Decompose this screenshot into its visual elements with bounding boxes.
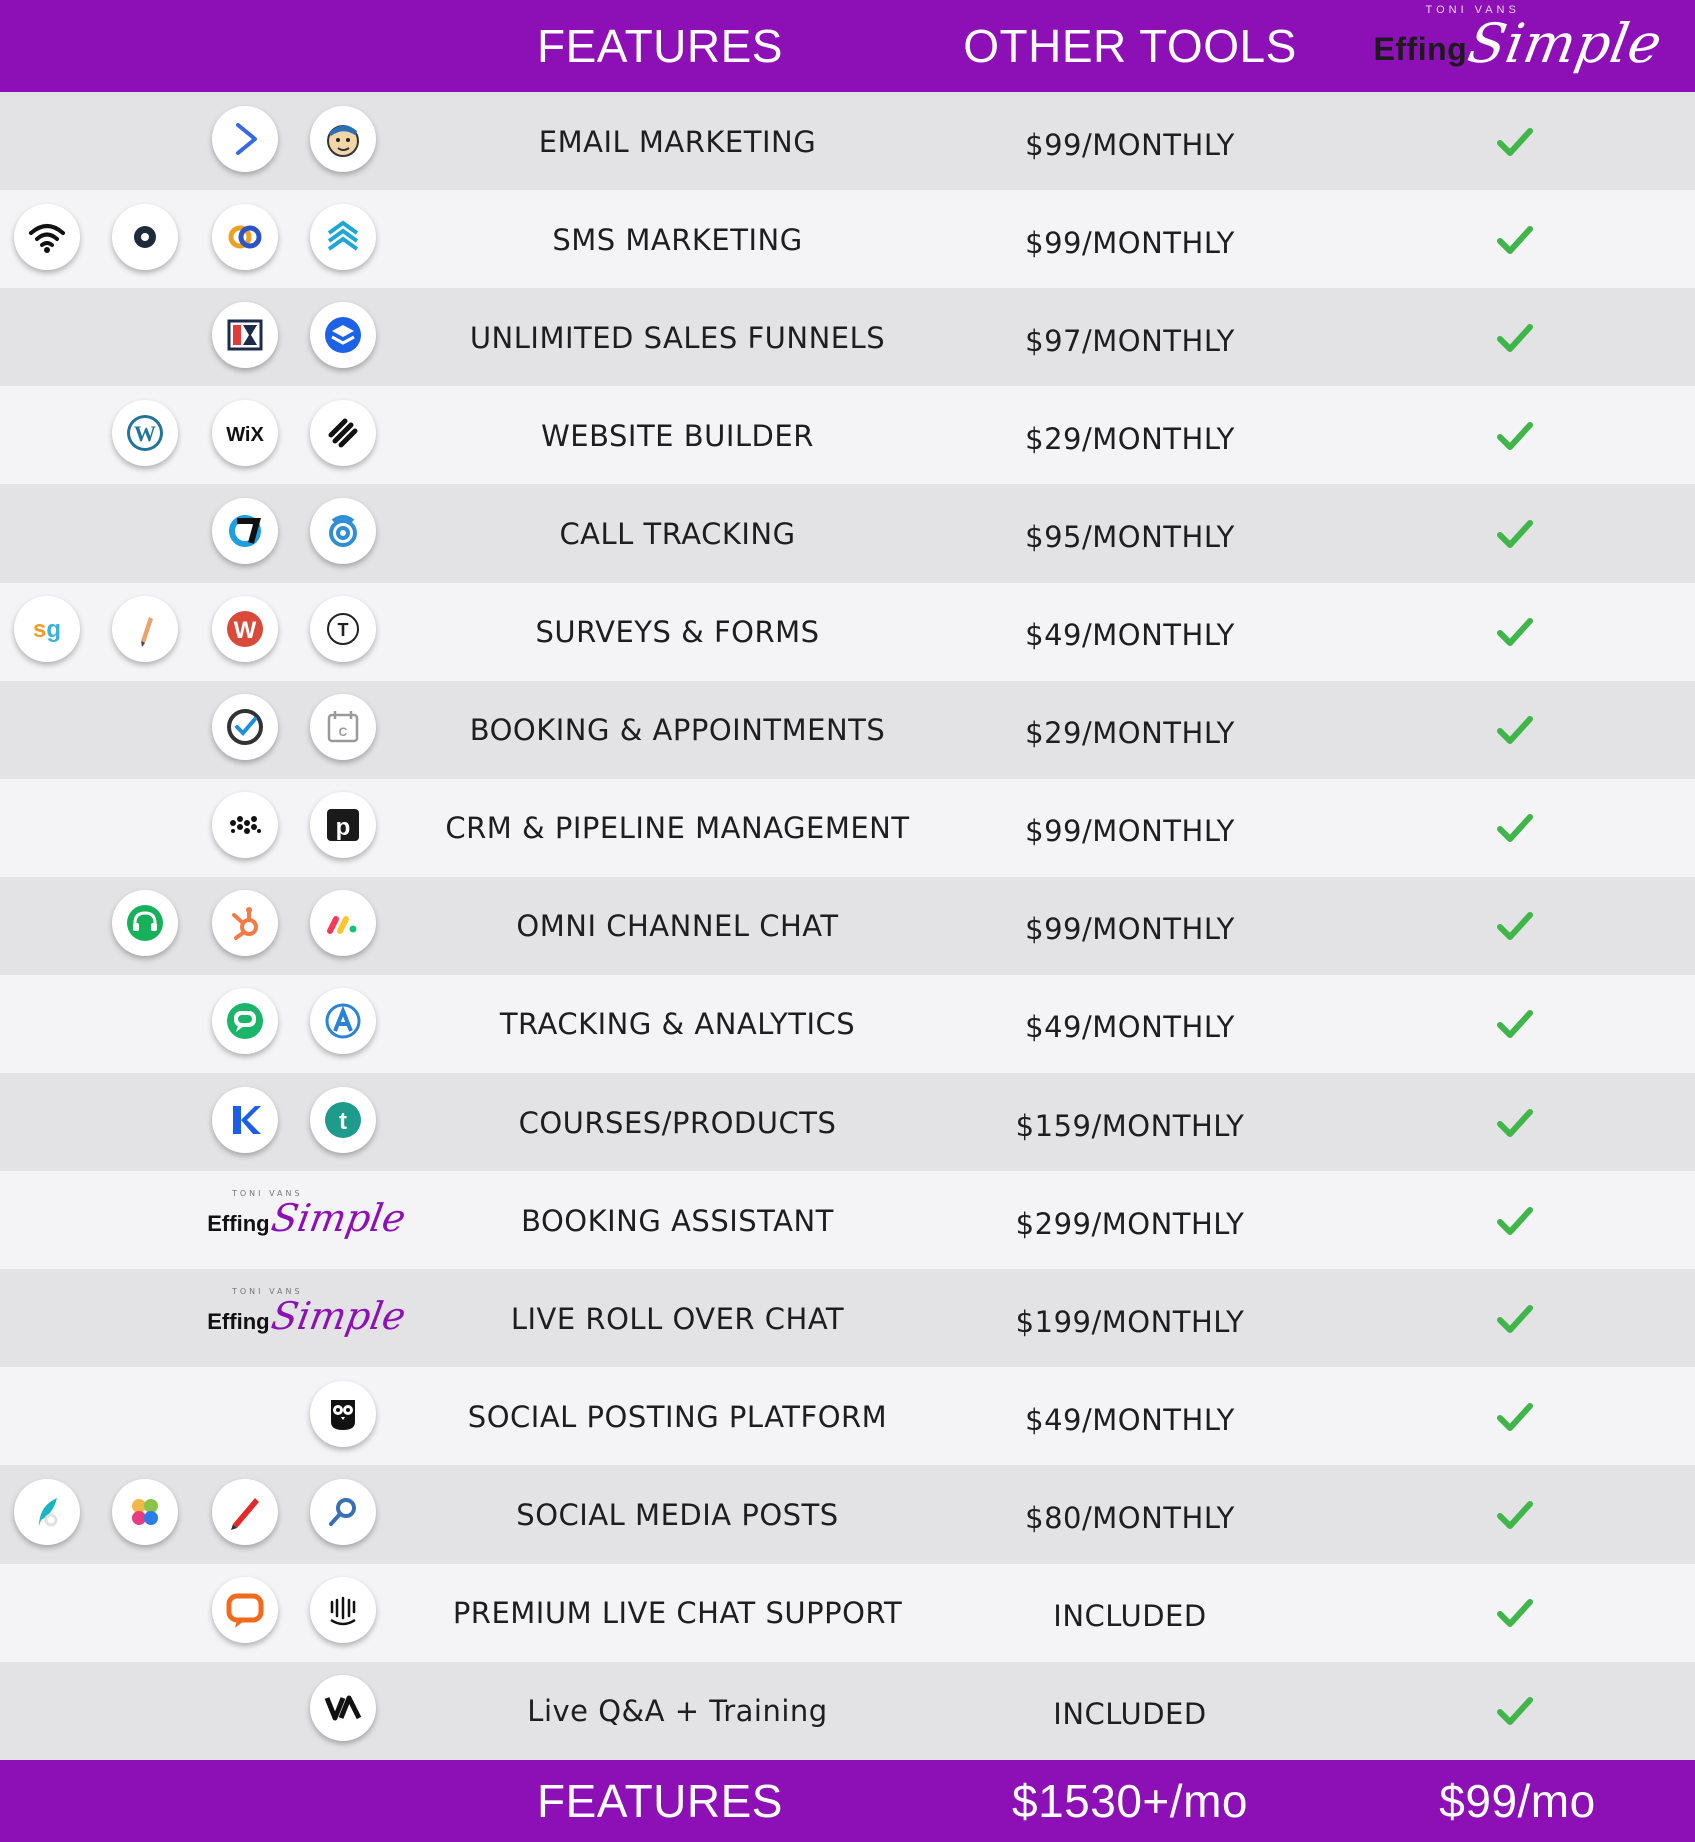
table-row: [0, 1073, 1695, 1172]
header-bar: [0, 0, 1695, 92]
formstack-icon: [112, 596, 178, 662]
other-tools-price: $99/MONTHLY: [1025, 127, 1235, 162]
checkmark-circle-icon: [212, 694, 278, 760]
table-row: [0, 190, 1695, 289]
tool-icons: [0, 1465, 390, 1564]
checkmark-icon: [1485, 190, 1545, 289]
checkmark-icon: [1485, 1269, 1545, 1368]
feature-label: WEBSITE BUILDER: [541, 418, 814, 453]
wix-icon: [212, 400, 278, 466]
wordpress-icon: [112, 400, 178, 466]
tool-icons: [0, 190, 390, 289]
brand-small-text: TONI VANS: [232, 1188, 303, 1198]
brand-small-text: TONI VANS: [232, 1286, 303, 1296]
table-row: [0, 975, 1695, 1074]
table-row: [0, 92, 1695, 191]
mailchimp-icon: [310, 106, 376, 172]
tool-icons: [0, 583, 390, 682]
header-other-tools-label: OTHER TOOLS: [963, 20, 1297, 72]
feature-label: SOCIAL MEDIA POSTS: [516, 1497, 839, 1532]
svg-text:W: W: [134, 420, 156, 446]
table-row: [0, 1367, 1695, 1466]
checkmark-icon: [1485, 877, 1545, 976]
checkmark-icon: [1485, 779, 1545, 878]
checkmark-icon: [1485, 288, 1545, 387]
footer-brand-total: $99/mo: [1439, 1775, 1596, 1827]
pipedrive-icon: [310, 792, 376, 858]
table-row: [0, 583, 1695, 682]
feature-label: COURSES/PRODUCTS: [518, 1105, 837, 1140]
table-row: [0, 779, 1695, 878]
feature-label: CRM & PIPELINE MANAGEMENT: [445, 811, 910, 846]
feather-icon: [14, 1479, 80, 1545]
checkmark-icon: [1485, 484, 1545, 583]
teachable-icon: [310, 1087, 376, 1153]
petals-icon: [112, 1479, 178, 1545]
table-row: [0, 386, 1695, 485]
feature-label: TRACKING & ANALYTICS: [499, 1007, 856, 1042]
intercom-icon: [310, 1577, 376, 1643]
other-tools-price: $97/MONTHLY: [1025, 323, 1235, 358]
dots-grid-icon: [212, 792, 278, 858]
header-brand-logo: [1340, 0, 1695, 92]
brand-word-simple: Simple: [1463, 11, 1668, 75]
other-tools-price: $159/MONTHLY: [1015, 1108, 1245, 1143]
checkmark-icon: [1485, 1465, 1545, 1564]
livechat-icon: [212, 1577, 278, 1643]
checkmark-icon: [1485, 92, 1545, 191]
tool-icons: [0, 779, 390, 878]
other-tools-price: $95/MONTHLY: [1025, 519, 1235, 554]
svg-text:C: C: [338, 725, 348, 740]
checkmark-icon: [1485, 681, 1545, 780]
chat-bubble-icon: [212, 988, 278, 1054]
table-row: [0, 288, 1695, 387]
checkmark-icon: [1485, 583, 1545, 682]
tool-icons: [0, 288, 390, 387]
surveygizmo-icon: [14, 596, 80, 662]
feature-label: UNLIMITED SALES FUNNELS: [469, 320, 886, 355]
other-tools-price: INCLUDED: [1053, 1697, 1207, 1732]
brand-word-effing: Effing: [207, 1308, 270, 1334]
footer-bar: [0, 1760, 1695, 1842]
brand-small-text: TONI VANS: [1425, 4, 1520, 16]
table-row: [0, 484, 1695, 583]
search-badge-icon: [310, 1479, 376, 1545]
headset-icon: [112, 890, 178, 956]
pen-nib-icon: [212, 1479, 278, 1545]
other-tools-price: $99/MONTHLY: [1025, 814, 1235, 849]
checkmark-icon: [1485, 1564, 1545, 1663]
header-features-label: FEATURES: [537, 20, 783, 72]
feature-label: OMNI CHANNEL CHAT: [516, 909, 839, 944]
calendar-icon: [310, 694, 376, 760]
brand-word-simple: Simple: [267, 1293, 409, 1338]
loop-icon: [212, 204, 278, 270]
tool-icons: [0, 1367, 390, 1466]
checkmark-icon: [1485, 1073, 1545, 1172]
svg-text:W: W: [233, 617, 257, 645]
table-row: [0, 1564, 1695, 1663]
other-tools-price: $99/MONTHLY: [1025, 225, 1235, 260]
checkmark-icon: [1485, 386, 1545, 485]
other-tools-price: $299/MONTHLY: [1015, 1206, 1245, 1241]
clickfunnels-icon: [212, 302, 278, 368]
other-tools-price: $80/MONTHLY: [1025, 1500, 1235, 1535]
checkmark-icon: [1485, 1171, 1545, 1270]
feature-label: SMS MARKETING: [552, 222, 803, 257]
brand-word-simple: Simple: [267, 1195, 409, 1240]
feature-label: SOCIAL POSTING PLATFORM: [467, 1399, 888, 1434]
tool-icons: [0, 1564, 390, 1663]
va-icon: [310, 1675, 376, 1741]
footer-other-total: $1530+/mo: [1012, 1775, 1248, 1827]
feature-label: EMAIL MARKETING: [538, 124, 817, 159]
svg-text:t: t: [339, 1107, 347, 1135]
tool-icons: [0, 386, 390, 485]
checkmark-icon: [1485, 1367, 1545, 1466]
other-tools-price: $29/MONTHLY: [1025, 716, 1235, 751]
monday-icon: [310, 890, 376, 956]
other-tools-price: $49/MONTHLY: [1025, 1402, 1235, 1437]
effing-simple-logo: [207, 1285, 409, 1353]
activecampaign-icon: [212, 106, 278, 172]
comparison-table: [0, 92, 1695, 1760]
table-row: [0, 1662, 1695, 1761]
brand-word-effing: Effing: [1373, 30, 1468, 67]
tool-icons: [0, 877, 390, 976]
hootsuite-icon: [310, 1381, 376, 1447]
table-row: [0, 1171, 1695, 1270]
table-row: [0, 681, 1695, 780]
table-row: [0, 1465, 1695, 1564]
table-row: [0, 1269, 1695, 1368]
svg-text:p: p: [335, 814, 351, 842]
feature-label: BOOKING & APPOINTMENTS: [469, 713, 886, 748]
tool-icons: [0, 975, 390, 1074]
checkmark-icon: [1485, 1662, 1545, 1761]
svg-text:T: T: [337, 620, 349, 641]
tool-icons: [0, 484, 390, 583]
typeform-icon: [310, 596, 376, 662]
analytics-a-icon: [310, 988, 376, 1054]
other-tools-price: INCLUDED: [1053, 1599, 1207, 1634]
wufoo-icon: [212, 596, 278, 662]
callrail-icon: [310, 498, 376, 564]
podium-icon: [112, 204, 178, 270]
effing-simple-logo: [207, 1187, 409, 1255]
other-tools-price: $49/MONTHLY: [1025, 618, 1235, 653]
hubspot-icon: [212, 890, 278, 956]
calltrackingmetrics-icon: [212, 498, 278, 564]
tool-icons: [0, 1662, 390, 1761]
table-row: [0, 877, 1695, 976]
feature-label: SURVEYS & FORMS: [535, 615, 820, 650]
feature-label: CALL TRACKING: [559, 516, 796, 551]
feature-label: Live Q&A + Training: [527, 1694, 828, 1729]
tool-icons: [0, 681, 390, 780]
brand-word-effing: Effing: [207, 1210, 270, 1236]
svg-text:sg: sg: [32, 616, 62, 644]
other-tools-price: $29/MONTHLY: [1025, 421, 1235, 456]
feature-label: BOOKING ASSISTANT: [521, 1203, 834, 1238]
leadpages-icon: [310, 302, 376, 368]
checkmark-icon: [1485, 975, 1545, 1074]
tool-icons: [0, 1269, 409, 1368]
feature-label: PREMIUM LIVE CHAT SUPPORT: [452, 1596, 903, 1631]
tool-icons: [0, 1171, 409, 1270]
svg-text:WiX: WiX: [226, 423, 264, 446]
wifi-icon: [14, 204, 80, 270]
other-tools-price: $199/MONTHLY: [1015, 1304, 1245, 1339]
footer-features-label: FEATURES: [537, 1775, 783, 1827]
kajabi-icon: [212, 1087, 278, 1153]
other-tools-price: $99/MONTHLY: [1025, 912, 1235, 947]
tool-icons: [0, 92, 390, 191]
tool-icons: [0, 1073, 390, 1172]
squarespace-icon: [310, 400, 376, 466]
other-tools-price: $49/MONTHLY: [1025, 1010, 1235, 1045]
layers-chevron-icon: [310, 204, 376, 270]
feature-label: LIVE ROLL OVER CHAT: [510, 1301, 845, 1336]
